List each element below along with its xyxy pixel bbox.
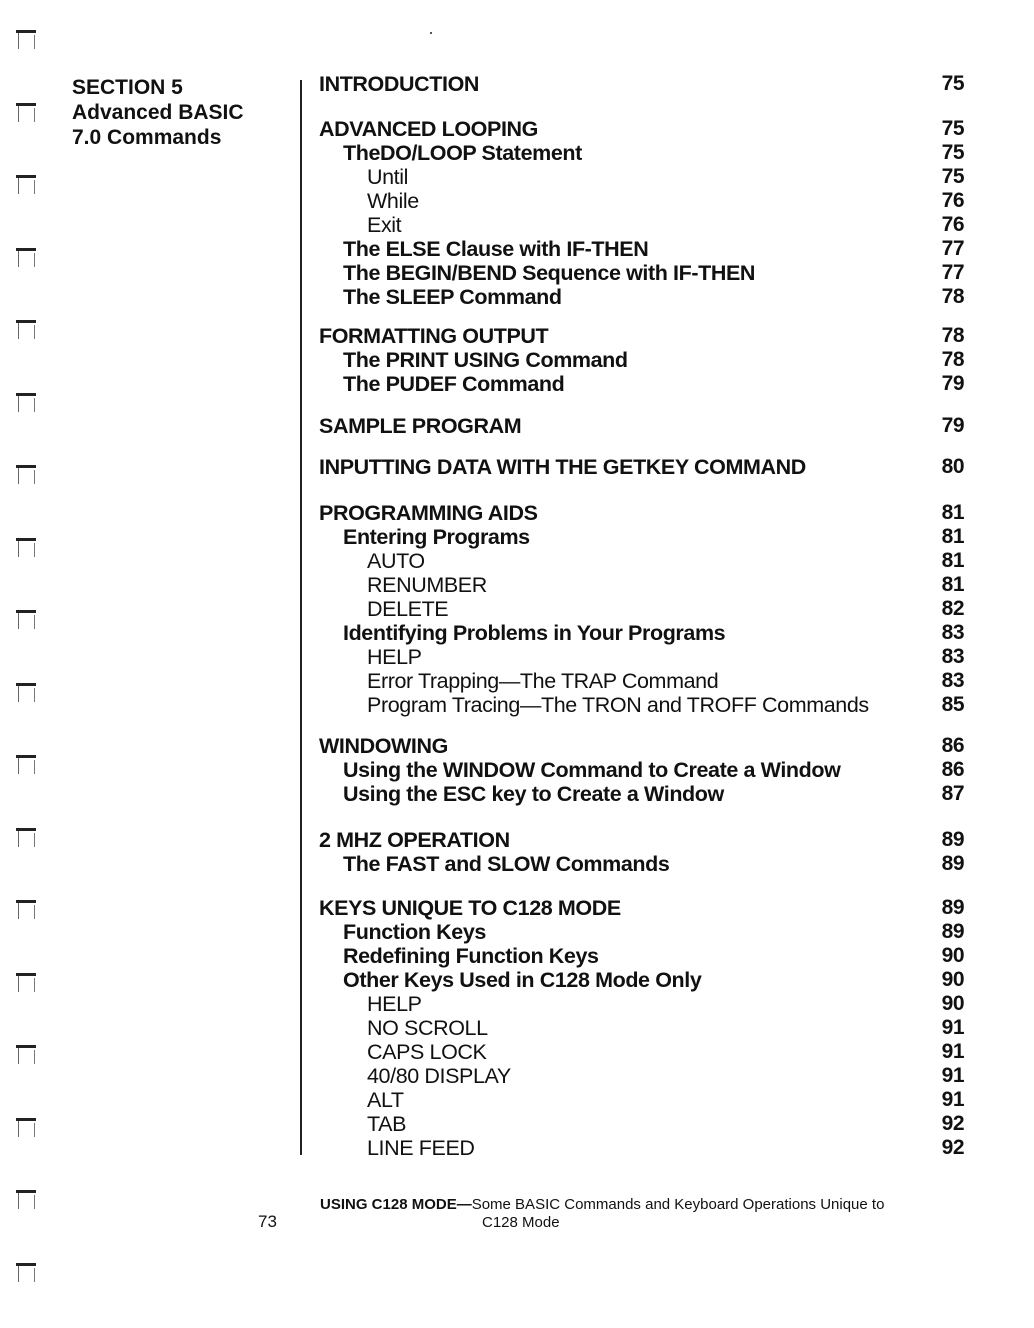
toc-entry-page: 77 [941,261,964,284]
toc-entry [0,968,1034,992]
toc-entry-title: Function Keys [343,920,486,944]
toc-entry [0,141,1034,165]
toc-entry [0,285,1034,309]
toc-entry [0,501,1034,525]
toc-entry-title: AUTO [367,549,425,573]
toc-entry-page: 81 [941,525,964,548]
toc-entry-page: 86 [941,734,964,757]
toc-entry-title: The BEGIN/BEND Sequence with IF-THEN [343,261,756,285]
toc-entry-title: FORMATTING OUTPUT [319,324,549,348]
toc-entry-title: Using the WINDOW Command to Create a Window [343,758,841,782]
toc-entry-page: 92 [941,1112,964,1135]
toc-entry-title: The SLEEP Command [343,285,562,309]
binding-ring-icon [14,1190,40,1212]
toc-entry-title: While [367,189,419,213]
toc-entry-page: 76 [941,189,964,212]
toc-entry-page: 91 [941,1016,964,1039]
toc-entry-title: 2 MHZ OPERATION [319,828,510,852]
toc-entry [0,189,1034,213]
toc-entry-title: Entering Programs [343,525,530,549]
toc-entry-page: 89 [941,920,964,943]
toc-entry [0,455,1034,479]
toc-entry [0,758,1034,782]
footer-text-line-2: C128 Mode [482,1214,560,1231]
toc-entry [0,372,1034,396]
toc-entry-page: 81 [941,573,964,596]
toc-entry [0,213,1034,237]
toc-entry [0,920,1034,944]
section-number: SECTION 5 [72,76,183,99]
toc-entry [0,525,1034,549]
page-footer [320,1196,960,1232]
toc-entry-title: Other Keys Used in C128 Mode Only [343,968,702,992]
toc-entry [0,261,1034,285]
toc-entry-page: 91 [941,1040,964,1063]
toc-entry [0,573,1034,597]
toc-entry-title: INTRODUCTION [319,72,480,96]
toc-entry-page: 91 [941,1064,964,1087]
toc-entry-page: 81 [941,501,964,524]
toc-entry-page: 83 [941,621,964,644]
toc-entry-page: 90 [941,944,964,967]
toc-entry-page: 75 [941,141,964,164]
toc-entry-page: 78 [941,348,964,371]
toc-entry-title: INPUTTING DATA WITH THE GETKEY COMMAND [319,455,806,479]
toc-entry-page: 90 [941,968,964,991]
toc-entry-page: 83 [941,645,964,668]
toc-entry-page: 79 [941,372,964,395]
toc-entry-title: Identifying Problems in Your Programs [343,621,726,645]
toc-entry-title: KEYS UNIQUE TO C128 MODE [319,896,621,920]
section-title-line-2: 7.0 Commands [72,126,222,149]
toc-entry [0,828,1034,852]
toc-entry-title: Until [367,165,409,189]
toc-entry [0,896,1034,920]
toc-entry-page: 86 [941,758,964,781]
toc-entry [0,621,1034,645]
toc-entry [0,693,1034,717]
toc-entry [0,597,1034,621]
toc-entry-page: 80 [941,455,964,478]
toc-entry [0,645,1034,669]
toc-entry-page: 87 [941,782,964,805]
toc-entry-page: 76 [941,213,964,236]
toc-entry-page: 89 [941,828,964,851]
toc-entry [0,782,1034,806]
toc-entry-page: 89 [941,852,964,875]
toc-entry-page: 77 [941,237,964,260]
toc-entry-page: 75 [941,117,964,140]
section-title-line-1: Advanced BASIC [72,101,244,124]
toc-entry [0,348,1034,372]
toc-entry-page: 78 [941,324,964,347]
toc-entry-page: 90 [941,992,964,1015]
toc-entry [0,237,1034,261]
speck [430,32,432,34]
toc-entry [0,549,1034,573]
toc-entry [0,734,1034,758]
toc-entry [0,72,1034,96]
toc-entry-title: CAPS LOCK [367,1040,487,1064]
toc-entry [0,1136,1034,1160]
toc-entry [0,1088,1034,1112]
toc-entry-title: The PRINT USING Command [343,348,628,372]
toc-entry-title: Error Trapping—The TRAP Command [367,669,719,693]
toc-entry-title: HELP [367,645,422,669]
binding-ring-icon [14,30,40,52]
toc-entry [0,324,1034,348]
toc-entry-title: ADVANCED LOOPING [319,117,538,141]
toc-entry [0,1064,1034,1088]
toc-entry-page: 82 [941,597,964,620]
toc-entry-title: The ELSE Clause with IF-THEN [343,237,649,261]
toc-entry [0,414,1034,438]
toc-entry-title: ALT [367,1088,404,1112]
toc-entry-title: SAMPLE PROGRAM [319,414,522,438]
toc-entry-title: Exit [367,213,402,237]
page-number: 73 [258,1212,277,1231]
toc-entry [0,992,1034,1016]
toc-entry [0,852,1034,876]
toc-entry-page: 91 [941,1088,964,1111]
toc-entry-page: 78 [941,285,964,308]
binding-ring-icon [14,1263,40,1285]
toc-entry-page: 81 [941,549,964,572]
toc-entry-title: WINDOWING [319,734,448,758]
toc-entry-title: Redefining Function Keys [343,944,599,968]
toc-entry-title: The PUDEF Command [343,372,565,396]
toc-entry-title: LINE FEED [367,1136,475,1160]
toc-entry-title: TheDO/LOOP Statement [343,141,582,165]
toc-entry-page: 79 [941,414,964,437]
toc-entry-page: 75 [941,72,964,95]
toc-entry [0,669,1034,693]
toc-entry-title: NO SCROLL [367,1016,488,1040]
toc-entry [0,117,1034,141]
toc-entry-page: 89 [941,896,964,919]
toc-entry-page: 83 [941,669,964,692]
toc-entry-title: The FAST and SLOW Commands [343,852,670,876]
toc-entry [0,165,1034,189]
toc-entry-title: DELETE [367,597,449,621]
toc-entry-page: 75 [941,165,964,188]
toc-entry-page: 85 [941,693,964,716]
toc-entry-title: TAB [367,1112,407,1136]
toc-entry [0,1016,1034,1040]
toc-entry-title: Using the ESC key to Create a Window [343,782,724,806]
toc-entry-title: Program Tracing—The TRON and TROFF Commands [367,693,869,717]
toc-entry-title: PROGRAMMING AIDS [319,501,538,525]
toc-entry [0,944,1034,968]
toc-entry [0,1112,1034,1136]
toc-entry [0,1040,1034,1064]
toc-entry-title: 40/80 DISPLAY [367,1064,511,1088]
footer-lead: USING C128 MODE— [320,1196,472,1213]
toc-entry-page: 92 [941,1136,964,1159]
toc-entry-title: HELP [367,992,422,1016]
toc-entry-title: RENUMBER [367,573,487,597]
footer-text: Some BASIC Commands and Keyboard Operations Unique to [471,1196,885,1213]
